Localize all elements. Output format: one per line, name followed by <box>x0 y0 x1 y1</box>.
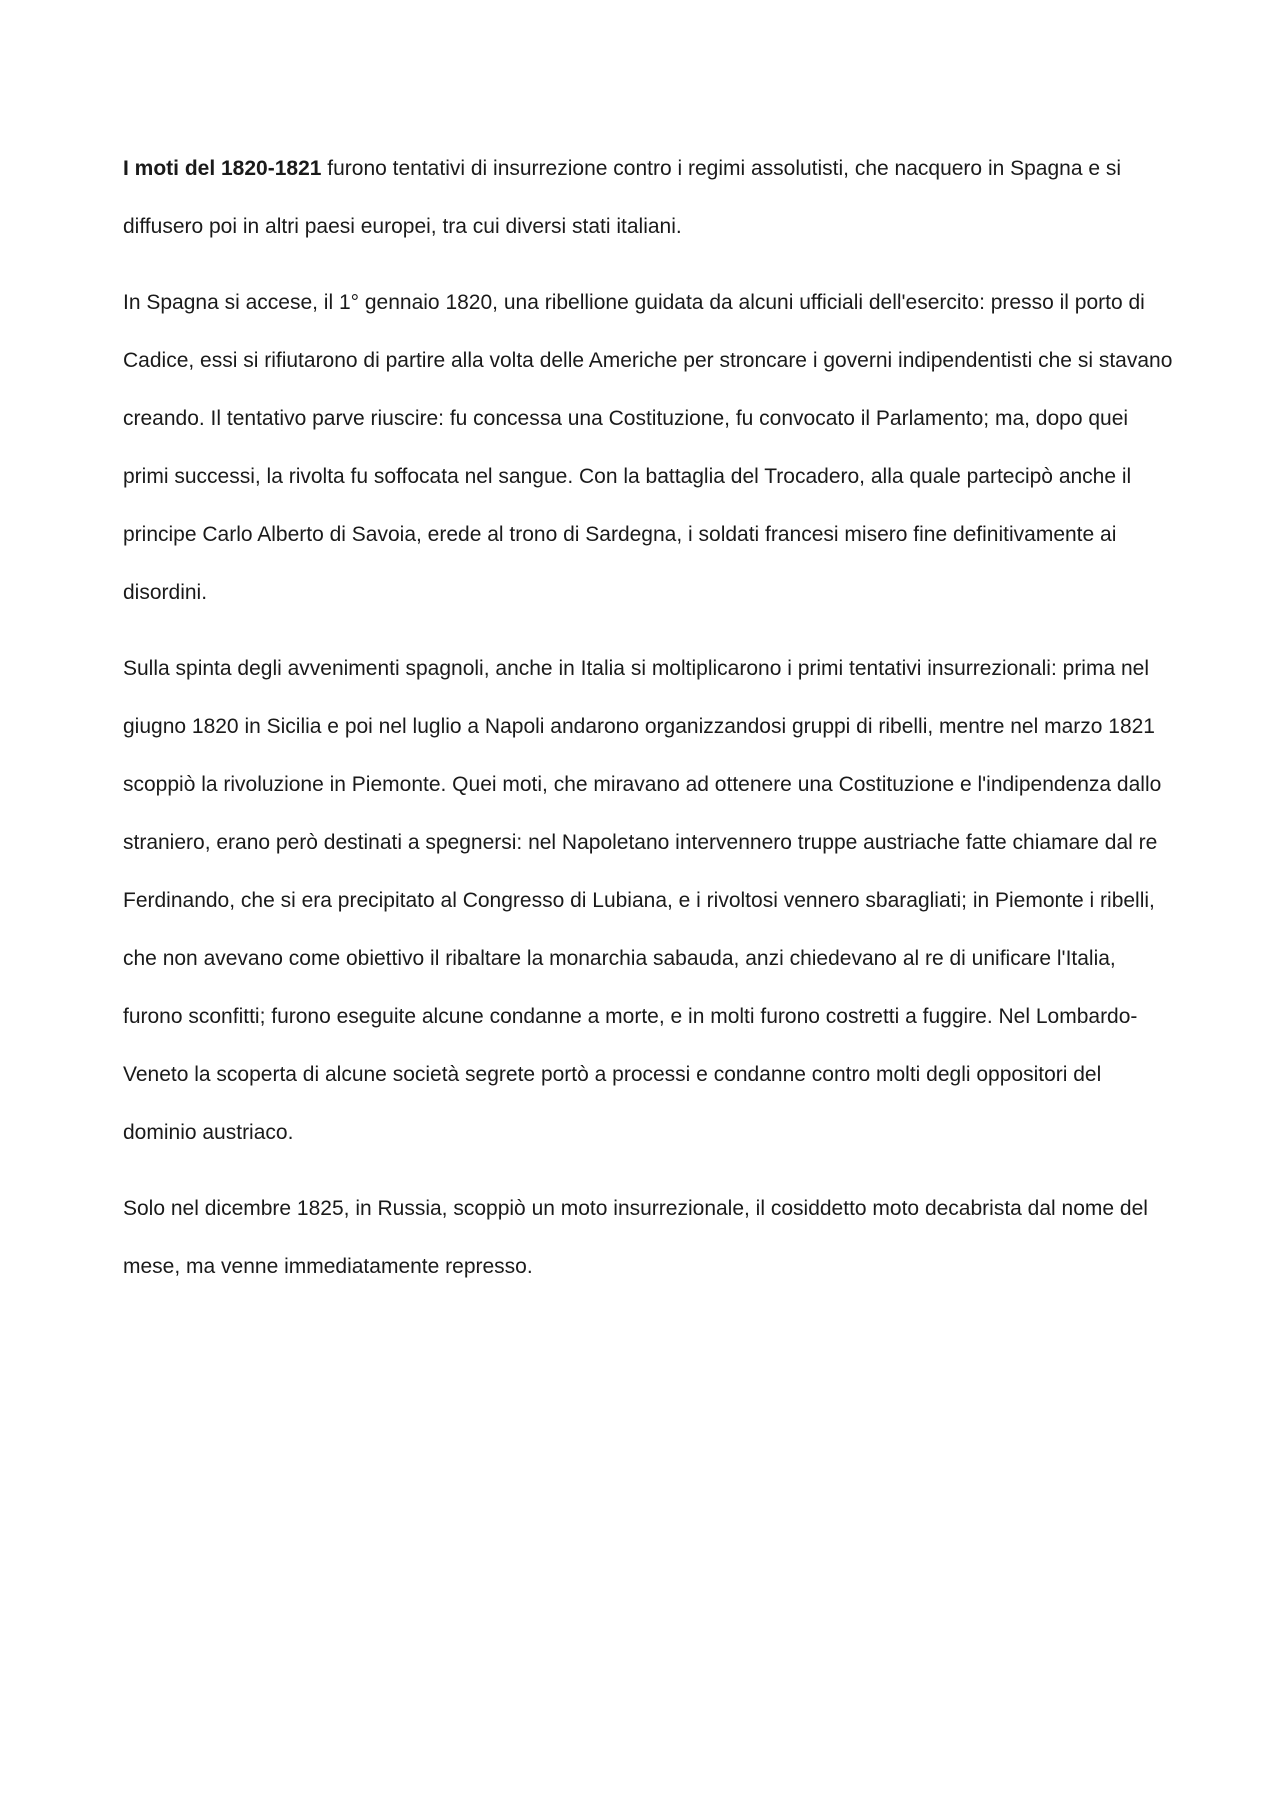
paragraph-russia: Solo nel dicembre 1825, in Russia, scoppiò un moto insurrezionale, il cosiddetto moto decabrista dal nome del mese, ma venne immediatamente represso. <box>123 1197 1148 1278</box>
intro-bold-lead: I moti del 1820-1821 <box>123 157 322 180</box>
paragraph-italy: Sulla spinta degli avvenimenti spagnoli, anche in Italia si moltiplicarono i primi tentativi insurrezionali: prima nel giugno 1820 in Sicilia e poi nel luglio a Napoli andarono organizzandosi gruppi di ribelli, mentre nel marzo 1821 scoppiò la rivoluzione in Piemonte. Quei moti, che miravano ad ottenere una Costituzione e l'indipendenza dallo straniero, erano però destinati a spegnersi: nel Napoletano intervennero truppe austriache fatte chiamare dal re Ferdinando, che si era precipitato al Congresso di Lubiana, e i rivoltosi vennero sbaragliati; in Piemonte i ribelli, che non avevano come obiettivo il ribaltare la monarchia sabauda, anzi chiedevano al re di unificare l'Italia, furono sconfitti; furono eseguite alcune condanne a morte, e in molti furono costretti a fuggire. Nel Lombardo-Veneto la scoperta di alcune società segrete portò a processi e condanne contro molti degli oppositori del dominio austriaco. <box>123 657 1162 1144</box>
intro-text: furono tentativi di insurrezione contro i regimi assolutisti, che nacquero in Spagna e si diffusero poi in altri paesi europei, tra cui diversi stati italiani. <box>123 157 1122 238</box>
document-body <box>123 140 1173 1314</box>
paragraph-spain: In Spagna si accese, il 1° gennaio 1820, una ribellione guidata da alcuni ufficiali dell'esercito: presso il porto di Cadice, essi si rifiutarono di partire alla volta delle Americhe per stroncare i governi indipendentisti che si stavano creando. Il tentativo parve riuscire: fu concessa una Costituzione, fu convocato il Parlamento; ma, dopo quei primi successi, la rivolta fu soffocata nel sangue. Con la battaglia del Trocadero, alla quale partecipò anche il principe Carlo Alberto di Savoia, erede al trono di Sardegna, i soldati francesi misero fine definitivamente ai disordini. <box>123 291 1173 604</box>
intro-paragraph <box>123 140 1173 256</box>
